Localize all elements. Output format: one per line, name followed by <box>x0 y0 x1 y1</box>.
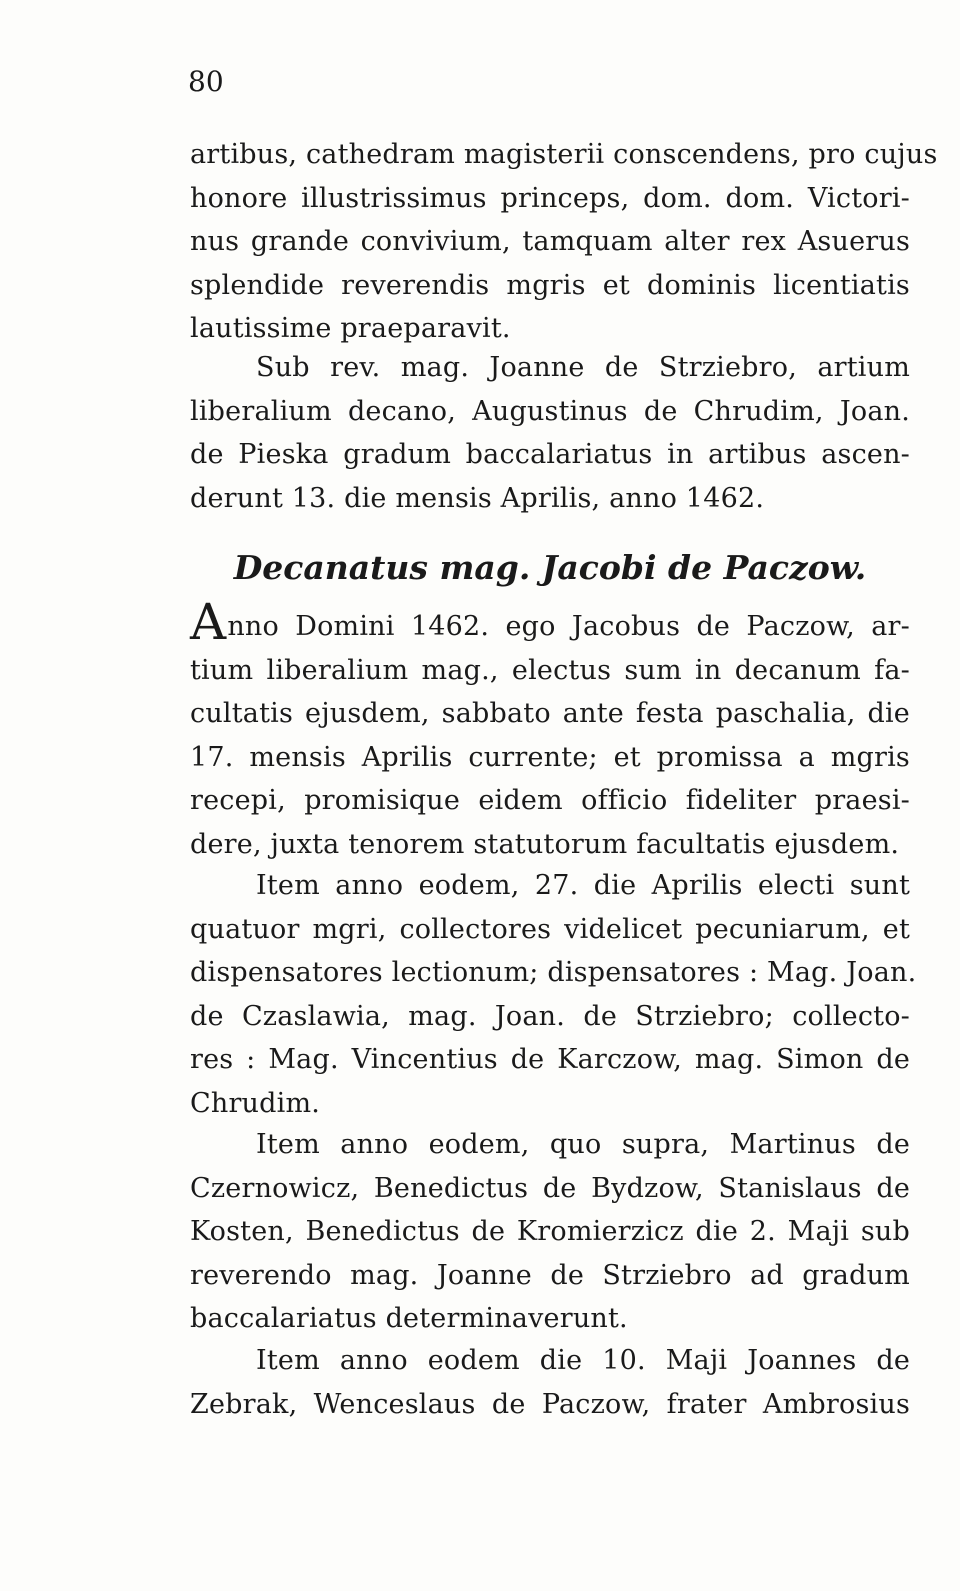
text-line: 17. mensis Aprilis currente; et promissa a mgris <box>190 741 910 773</box>
text-line: Sub rev. mag. Joanne de Strziebro, artium <box>256 352 910 383</box>
text-line: quatuor mgri, collectores videlicet pecuniarum, et <box>190 913 910 945</box>
text-line: baccalariatus determinaverunt. <box>190 1303 628 1334</box>
text-line: cultatis ejusdem, sabbato ante festa paschalia, die <box>190 698 910 729</box>
paragraph-4 <box>190 1123 910 1341</box>
text-line: nus grande convivium, tamquam alter rex Asuerus <box>190 226 910 257</box>
text-line: liberalium decano, Augustinus de Chrudim, Joan. <box>190 395 910 427</box>
paragraph-1 <box>190 133 938 351</box>
text-line: artibus, cathedram magisterii conscendens, pro cujus <box>190 139 938 170</box>
text-line: Item anno eodem die 10. Maji Joannes de <box>256 1345 910 1376</box>
text-line: Item anno eodem, quo supra, Martinus de <box>256 1129 910 1160</box>
text-line: reverendo mag. Joanne de Strziebro ad gradum <box>190 1259 910 1291</box>
text-line: Kosten, Benedictus de Kromierzicz die 2. Maji sub <box>190 1216 910 1247</box>
text-line: splendide reverendis mgris et dominis licentiatis <box>190 269 910 301</box>
text-line: recepi, promisique eidem officio fideliter praesi- <box>190 785 910 816</box>
paragraph-2 <box>190 346 910 520</box>
text-line: Chrudim. <box>190 1087 321 1119</box>
text-line: lautissime praeparavit. <box>190 313 511 344</box>
paragraph-3 <box>190 864 917 1125</box>
page-number: 80 <box>188 65 224 98</box>
text-line: derunt 13. die mensis Aprilis, anno 1462. <box>190 482 765 514</box>
text-line: dispensatores lectionum; dispensatores : Mag. Joan. <box>190 957 917 988</box>
text-line: honore illustrissimus princeps, dom. dom. Victori- <box>190 182 910 214</box>
section-heading: Decanatus mag. Jacobi de Paczow. <box>233 548 867 587</box>
drop-cap: A <box>190 593 227 651</box>
text-line: de Pieska gradum baccalariatus in artibus ascen- <box>190 439 910 470</box>
text-line: res : Mag. Vincentius de Karczow, mag. Simon de <box>190 1044 910 1075</box>
text-line-first <box>190 593 910 651</box>
paragraph-5 <box>190 1339 910 1426</box>
text-line: Zebrak, Wenceslaus de Paczow, frater Ambrosius <box>190 1388 910 1420</box>
text-line: tium liberalium mag., electus sum in decanum fa- <box>190 654 910 686</box>
text-line: de Czaslawia, mag. Joan. de Strziebro; collecto- <box>190 1000 910 1032</box>
text-line: dere, juxta tenorem statutorum facultatis ejusdem. <box>190 828 900 860</box>
text-line: Czernowicz, Benedictus de Bydzow, Stanislaus de <box>190 1172 910 1204</box>
first-line-text: nno Domini 1462. ego Jacobus de Paczow, ar- <box>227 611 910 642</box>
text-line: Item anno eodem, 27. die Aprilis electi sunt <box>256 870 910 901</box>
section-paragraph <box>190 593 910 866</box>
